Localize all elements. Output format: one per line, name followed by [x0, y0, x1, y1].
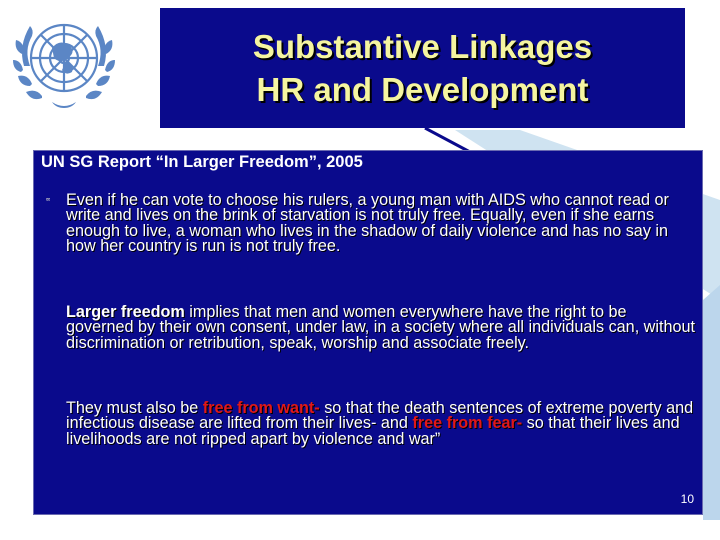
quote-paragraph-1: Even if he can vote to choose his rulers, a young man with AIDS who cannot read or write and lives on the brink of starvation is not truly free. Equally, even if she earns enough to live, a woman who lives in the shadow of daily violence and has no say in how her country is run is not truly free. — [66, 191, 669, 255]
free-from-want-highlight: free from want- — [202, 399, 320, 417]
bullet-icon: ‟ — [46, 195, 51, 210]
title-box — [160, 8, 685, 128]
paragraph-3-text-c: so that their lives and livelihoods are not ripped apart by violence and war” — [66, 414, 680, 448]
paragraph-3-text-a: They must also be — [66, 399, 203, 417]
paragraph-2-text: implies that men and women everywhere have the right to be governed by their own consent, under law, in a society where all individuals can, without discrimination or retribution, speak, worship and associate freely. — [66, 303, 695, 352]
page-number: 10 — [680, 492, 694, 506]
free-from-fear-highlight: free from fear- — [412, 414, 523, 433]
content-box — [33, 150, 703, 515]
quote-paragraph-3 — [66, 401, 698, 447]
un-emblem-icon — [8, 6, 120, 118]
quote-paragraph-2 — [66, 305, 698, 351]
title-line-2: HR and Development — [256, 71, 589, 108]
paragraph-3-text-b: so that the death sentences of extreme poverty and infectious disease are lifted from their lives- and — [66, 399, 694, 433]
title-line-1: Substantive Linkages — [252, 28, 593, 65]
report-subtitle: UN SG Report “In Larger Freedom”, 2005 — [41, 153, 363, 171]
larger-freedom-term: Larger freedom — [66, 303, 185, 321]
